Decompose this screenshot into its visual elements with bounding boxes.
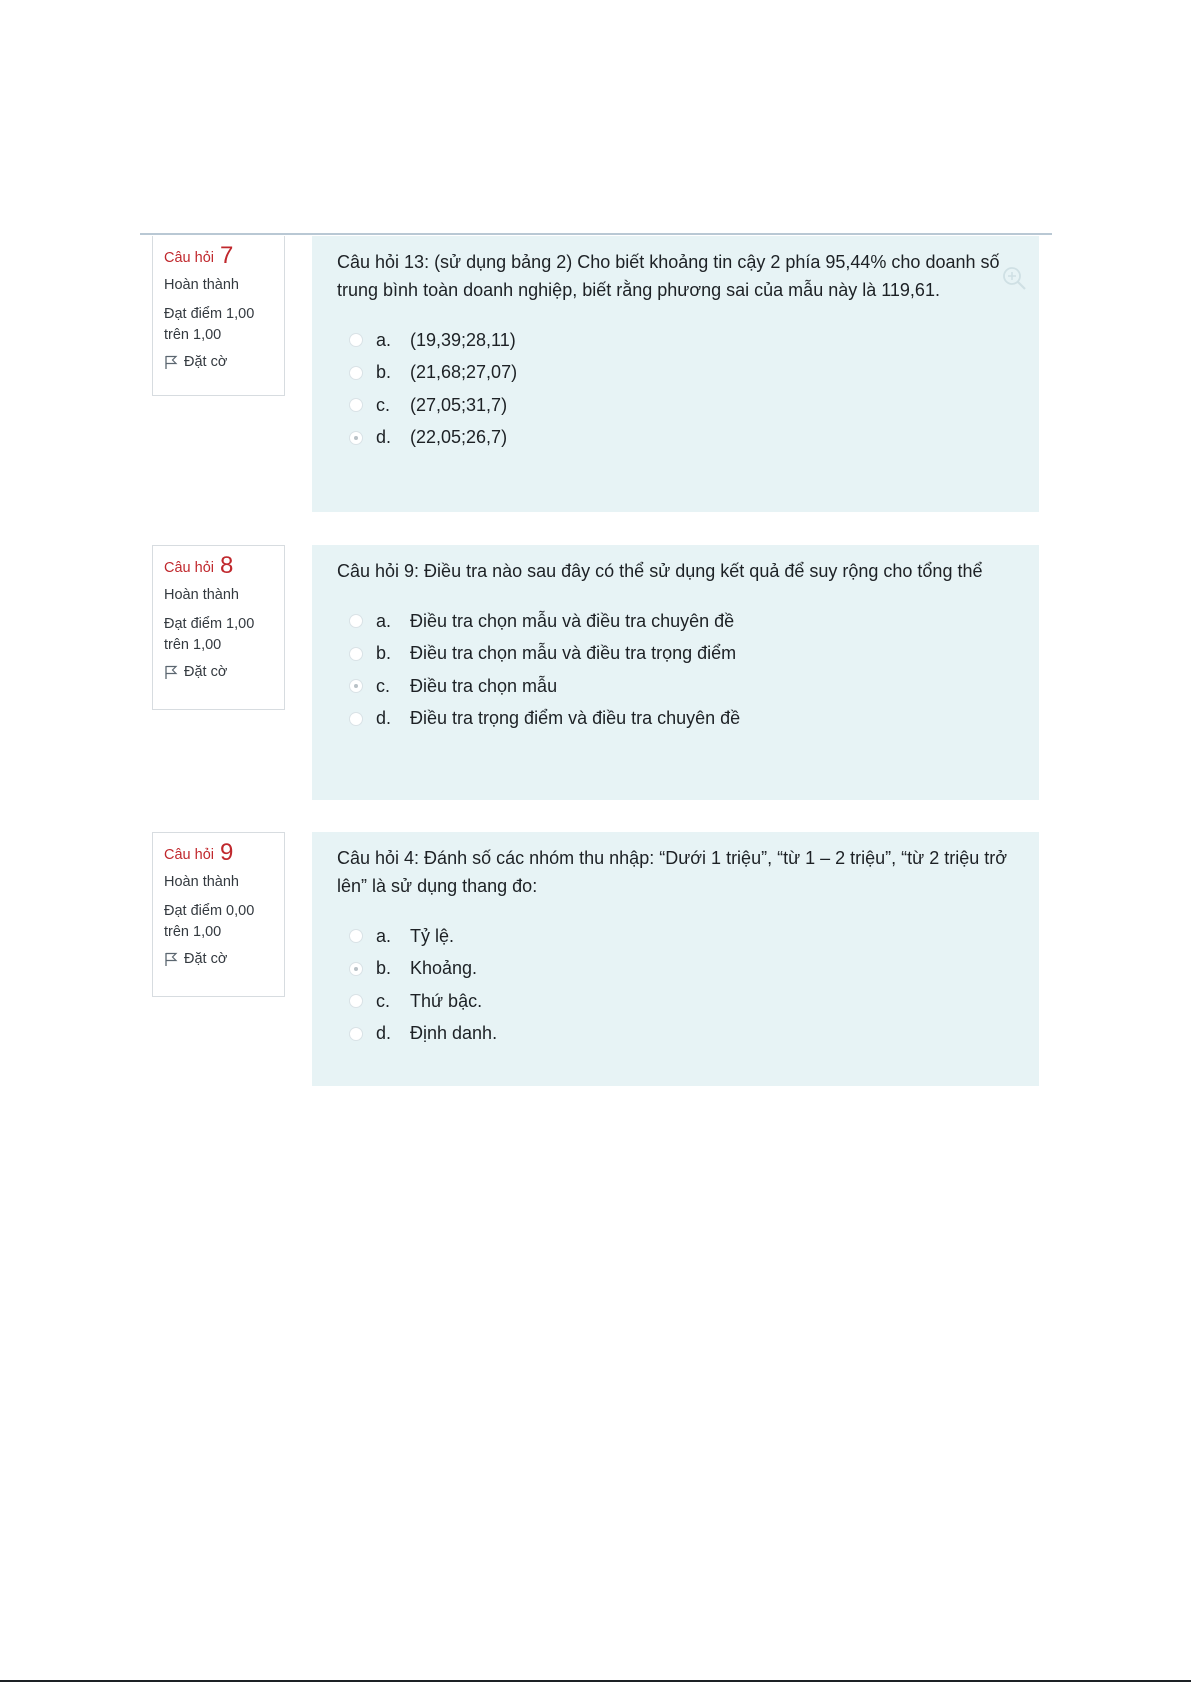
answer-letter: a. <box>376 329 392 350</box>
zoom-in-icon[interactable] <box>1001 265 1027 291</box>
grade-line-2: trên 1,00 <box>164 637 222 654</box>
answer-text: Khoảng. <box>410 958 478 979</box>
flag-question-button[interactable] <box>164 662 274 683</box>
question-label: Câu hỏi <box>164 847 214 863</box>
answer-text: Điều tra chọn mẫu và điều tra trọng điểm <box>410 643 737 664</box>
radio-icon[interactable] <box>349 366 363 380</box>
flag-icon <box>164 355 178 370</box>
answer-option-a[interactable] <box>337 920 1015 953</box>
grade-line-1: Đạt điểm 1,00 <box>164 616 255 633</box>
question-number-line <box>164 244 274 269</box>
answer-option-a[interactable] <box>337 324 1015 357</box>
answer-option-c[interactable] <box>337 670 1015 703</box>
question-info-panel <box>152 545 285 710</box>
answer-letter: a. <box>376 610 392 631</box>
question-grade <box>164 614 274 656</box>
question-number-line <box>164 841 274 866</box>
answer-letter: d. <box>376 427 392 448</box>
answer-option-b[interactable] <box>337 357 1015 390</box>
flag-icon <box>164 952 178 967</box>
radio-icon[interactable] <box>349 398 363 412</box>
answer-list <box>337 324 1015 454</box>
radio-icon[interactable] <box>349 614 363 628</box>
answer-letter: c. <box>376 675 391 696</box>
radio-icon[interactable] <box>349 1027 363 1041</box>
question-state: Hoàn thành <box>164 277 239 294</box>
question-state: Hoàn thành <box>164 587 239 604</box>
question-info-panel <box>152 236 285 396</box>
answer-letter: c. <box>376 990 391 1011</box>
grade-line-1: Đạt điểm 0,00 <box>164 903 255 920</box>
question-grade <box>164 901 274 943</box>
question-number: 8 <box>220 552 234 579</box>
question-info-panel <box>152 832 285 997</box>
question-grade <box>164 304 274 346</box>
answer-option-c[interactable] <box>337 985 1015 1018</box>
flag-label: Đặt cờ <box>184 354 228 371</box>
radio-icon[interactable] <box>349 679 363 693</box>
question-number-line <box>164 554 274 579</box>
grade-line-2: trên 1,00 <box>164 924 222 941</box>
answer-text: Điều tra chọn mẫu và điều tra chuyên đề <box>410 610 735 631</box>
question-number: 9 <box>220 839 234 866</box>
answer-option-b[interactable] <box>337 638 1015 671</box>
answer-text: Thứ bậc. <box>410 990 483 1011</box>
answer-option-d[interactable] <box>337 703 1015 736</box>
answer-option-d[interactable] <box>337 422 1015 455</box>
answer-text: Định danh. <box>410 1023 498 1044</box>
radio-icon[interactable] <box>349 712 363 726</box>
flag-label: Đặt cờ <box>184 664 228 681</box>
answer-text: (21,68;27,07) <box>410 362 518 383</box>
flag-label: Đặt cờ <box>184 951 228 968</box>
flag-question-button[interactable] <box>164 949 274 970</box>
radio-icon[interactable] <box>349 647 363 661</box>
answer-text: Tỷ lệ. <box>410 925 455 946</box>
question-text: Câu hỏi 9: Điều tra nào sau đây có thể sử dụng kết quả để suy rộng cho tổng thể <box>337 561 983 581</box>
answer-text: Điều tra chọn mẫu <box>410 675 558 696</box>
answer-text: (22,05;26,7) <box>410 427 508 448</box>
answer-text: (27,05;31,7) <box>410 394 508 415</box>
answer-list <box>337 920 1015 1050</box>
answer-letter: a. <box>376 925 392 946</box>
question-number: 7 <box>220 242 234 269</box>
answer-letter: d. <box>376 708 392 729</box>
answer-list <box>337 605 1015 735</box>
radio-icon[interactable] <box>349 962 363 976</box>
radio-icon[interactable] <box>349 431 363 445</box>
answer-letter: b. <box>376 958 392 979</box>
question-content <box>312 832 1039 1086</box>
answer-option-d[interactable] <box>337 1018 1015 1051</box>
flag-question-button[interactable] <box>164 352 274 373</box>
grade-line-1: Đạt điểm 1,00 <box>164 306 255 323</box>
question-label: Câu hỏi <box>164 560 214 576</box>
radio-icon[interactable] <box>349 333 363 347</box>
question-label: Câu hỏi <box>164 250 214 266</box>
flag-icon <box>164 665 178 680</box>
answer-option-c[interactable] <box>337 389 1015 422</box>
question-text: Câu hỏi 4: Đánh số các nhóm thu nhập: “Dưới 1 triệu”, “từ 1 – 2 triệu”, “từ 2 triệu trở lên” là sử dụng thang đo: <box>337 848 1008 896</box>
question-text: Câu hỏi 13: (sử dụng bảng 2) Cho biết khoảng tin cậy 2 phía 95,44% cho doanh số trung bình toàn doanh nghiệp, biết rằng phương sai của mẫu này là 119,61. <box>337 252 1000 300</box>
answer-option-a[interactable] <box>337 605 1015 638</box>
bottom-divider <box>0 1680 1191 1682</box>
top-divider <box>140 233 1052 235</box>
answer-letter: d. <box>376 1023 392 1044</box>
answer-text: (19,39;28,11) <box>410 329 516 350</box>
answer-letter: b. <box>376 362 392 383</box>
question-content <box>312 545 1039 800</box>
answer-text: Điều tra trọng điểm và điều tra chuyên đề <box>410 708 741 729</box>
grade-line-2: trên 1,00 <box>164 327 222 344</box>
radio-icon[interactable] <box>349 994 363 1008</box>
radio-icon[interactable] <box>349 929 363 943</box>
answer-letter: b. <box>376 643 392 664</box>
answer-letter: c. <box>376 394 391 415</box>
answer-option-b[interactable] <box>337 953 1015 986</box>
question-state: Hoàn thành <box>164 874 239 891</box>
question-content <box>312 236 1039 512</box>
